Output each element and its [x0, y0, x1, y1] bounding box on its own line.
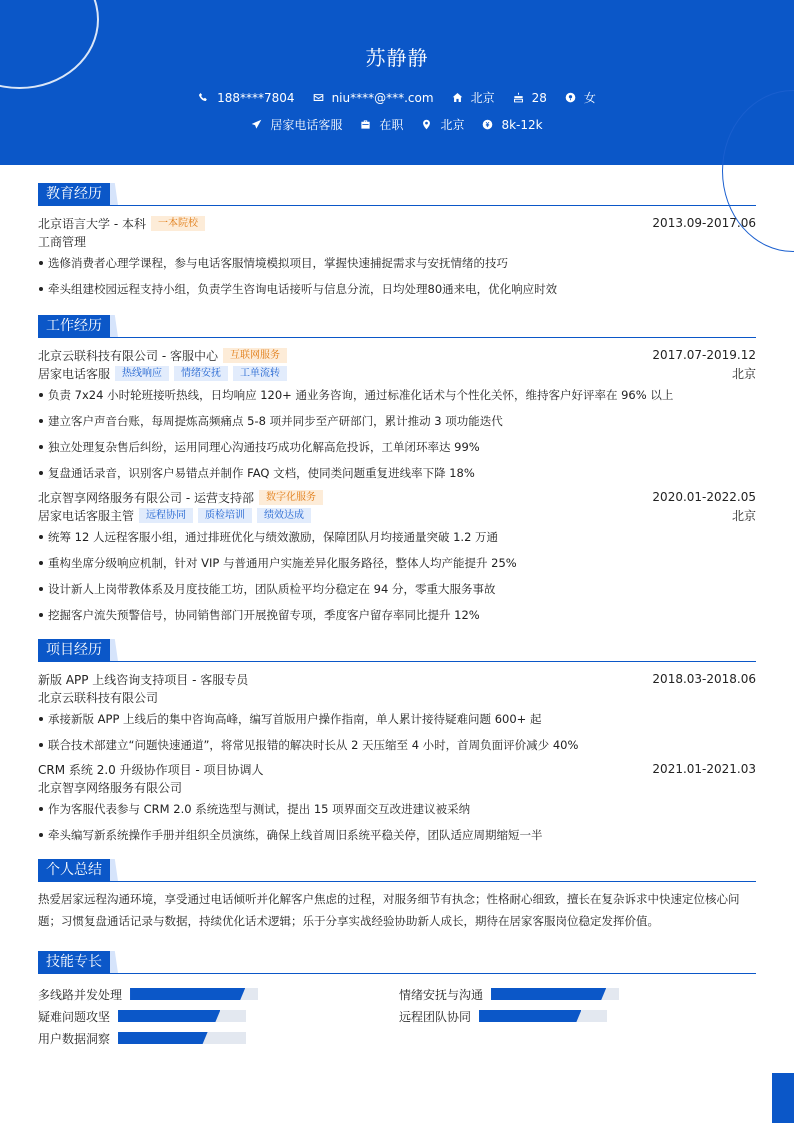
- school-name: 北京语言大学 - 本科: [38, 216, 146, 231]
- salary-info: [482, 118, 542, 132]
- project-org-row: [38, 688, 756, 706]
- list-item: 独立处理复杂售后纠纷，运用同理心沟通技巧成功化解高危投诉，工单闭环率达 99%: [38, 434, 756, 460]
- send-icon: [251, 119, 262, 130]
- skill-name: 疑难问题攻坚: [38, 1009, 111, 1024]
- skill-tag: 热线响应: [115, 366, 169, 381]
- decorative-corner-block: [772, 1073, 794, 1123]
- job-role: 居家电话客服主管: [38, 508, 135, 523]
- location-icon: [421, 119, 432, 130]
- section-header: [38, 859, 756, 882]
- company-name: 北京云联科技有限公司 - 客服中心: [38, 348, 218, 363]
- skill-tag: 远程协同: [139, 508, 193, 523]
- project-bullets: [38, 796, 756, 848]
- project-bullets: [38, 706, 756, 758]
- project-org-row: [38, 778, 756, 796]
- salary-text: 8k-12k: [501, 117, 543, 132]
- candidate-name: 苏静静: [365, 46, 429, 70]
- project-org: 北京云联科技有限公司: [38, 690, 159, 705]
- skill-item: [38, 986, 258, 1002]
- skill-bar-fill: [118, 1032, 208, 1044]
- project-entry: [38, 760, 756, 848]
- section-header: [38, 951, 756, 974]
- skill-tag: 情绪安抚: [174, 366, 228, 381]
- project-entry: [38, 670, 756, 758]
- target-city-text: 北京: [440, 118, 465, 132]
- job-status-info: [360, 116, 403, 133]
- list-item: 选修消费者心理学课程，参与电话客服情境模拟项目，掌握快速捕捉需求与安抚情绪的技巧: [38, 250, 756, 276]
- section-title: 工作经历: [38, 315, 110, 337]
- education-bullets: [38, 250, 756, 302]
- job-role: 居家电话客服: [38, 366, 111, 381]
- section-title: 教育经历: [38, 183, 110, 205]
- skill-name: 多线路并发处理: [38, 987, 123, 1002]
- industry-tag: 互联网服务: [223, 348, 287, 363]
- list-item: 作为客服代表参与 CRM 2.0 系统选型与测试，提出 15 项界面交互改进建议被采纳: [38, 796, 756, 822]
- skill-name: 用户数据洞察: [38, 1031, 111, 1046]
- section-header: [38, 315, 756, 338]
- age-info: [513, 91, 547, 105]
- section-title: 项目经历: [38, 639, 110, 661]
- job-bullets: [38, 524, 756, 628]
- project-name: 新版 APP 上线咨询支持项目 - 客服专员: [38, 672, 249, 687]
- skill-bar-fill: [118, 1010, 220, 1022]
- status-icon: [360, 119, 371, 130]
- education-date: 2013.09-2017.06: [652, 216, 756, 230]
- home-icon: [452, 92, 463, 103]
- target-position-info: [251, 116, 342, 133]
- job-header-row: [38, 488, 756, 506]
- project-date: 2021.01-2021.03: [652, 762, 756, 776]
- job-intent-row: [0, 116, 794, 133]
- job-location: 北京: [731, 366, 756, 381]
- age-text: 28: [531, 90, 547, 105]
- phone-icon: [198, 92, 209, 103]
- target-position-text: 居家电话客服: [270, 118, 343, 132]
- gender-icon: [565, 92, 576, 103]
- education-row: [38, 214, 756, 232]
- job-entry: [38, 346, 756, 486]
- skill-bar: [479, 1010, 607, 1022]
- list-item: 承接新版 APP 上线后的集中咨询高峰，编写首版用户操作指南，单人累计接待疑难问题 600+ 起: [38, 706, 756, 732]
- job-date: 2020.01-2022.05: [652, 490, 756, 504]
- hometown-info: [452, 89, 495, 106]
- cake-icon: [513, 92, 524, 103]
- job-entry: [38, 488, 756, 628]
- section-title: 技能专长: [38, 951, 110, 973]
- project-section: [38, 639, 756, 848]
- skill-item: [399, 1008, 607, 1024]
- list-item: 牵头编写新系统操作手册并组织全员演练，确保上线首周旧系统平稳关停，团队适应周期缩短一半: [38, 822, 756, 848]
- job-location: 北京: [731, 508, 756, 523]
- project-name: CRM 系统 2.0 升级协作项目 - 项目协调人: [38, 762, 264, 777]
- project-date: 2018.03-2018.06: [652, 672, 756, 686]
- skill-bar-fill: [491, 988, 606, 1000]
- contact-info-row: [0, 89, 794, 106]
- skills-grid: [38, 982, 756, 1048]
- project-org: 北京智享网络服务有限公司: [38, 780, 183, 795]
- list-item: 复盘通话录音，识别客户易错点并制作 FAQ 文档，使同类问题重复进线率下降 18%: [38, 460, 756, 486]
- salary-icon: [482, 119, 493, 130]
- summary-section: [38, 859, 756, 932]
- list-item: 联合技术部建立“问题快速通道”，将常见报错的解决时长从 2 天压缩至 4 小时，首周负面评价减少 40%: [38, 732, 756, 758]
- list-item: 负责 7x24 小时轮班接听热线，日均响应 120+ 通业务咨询，通过标准化话术与个性化关怀，维持客户好评率在 96% 以上: [38, 382, 756, 408]
- hometown-text: 北京: [470, 91, 495, 105]
- email-info: [313, 91, 434, 105]
- skill-bar: [130, 988, 258, 1000]
- skill-bar-fill: [479, 1010, 581, 1022]
- phone-info: [198, 91, 294, 105]
- skill-tag: 工单流转: [233, 366, 287, 381]
- summary-text: 热爱居家远程沟通环境，享受通过电话倾听并化解客户焦虑的过程，对服务细节有执念；性格耐心细致，擅长在复杂诉求中快速定位核心问题；习惯复盘通话记录与数据，持续优化话术逻辑；乐于分享实战经验协助新人成长，期待在居家客服岗位稳定发挥价值。: [38, 892, 740, 928]
- major-name: 工商管理: [38, 234, 87, 249]
- skill-bar-fill: [130, 988, 245, 1000]
- skill-item: [38, 1008, 246, 1024]
- gender-text: 女: [583, 91, 596, 105]
- skill-name: 远程团队协同: [399, 1009, 472, 1024]
- education-section: [38, 183, 756, 302]
- email-text: niu****@***.com: [331, 90, 434, 105]
- section-title: 个人总结: [38, 859, 110, 881]
- gender-info: [565, 89, 596, 106]
- job-bullets: [38, 382, 756, 486]
- project-header-row: [38, 670, 756, 688]
- project-header-row: [38, 760, 756, 778]
- list-item: 设计新人上岗带教体系及月度技能工坊，团队质检平均分稳定在 94 分，零重大服务事故: [38, 576, 756, 602]
- list-item: 统筹 12 人远程客服小组，通过排班优化与绩效激励，保障团队月均接通量突破 1.2 万通: [38, 524, 756, 550]
- phone-text: 188****7804: [217, 90, 295, 105]
- job-header-row: [38, 346, 756, 364]
- list-item: 牵头组建校园远程支持小组，负责学生咨询电话接听与信息分流，日均处理80通来电，优化响应时效: [38, 276, 756, 302]
- list-item: 重构坐席分级响应机制，针对 VIP 与普通用户实施差异化服务路径，整体人均产能提升 25%: [38, 550, 756, 576]
- skill-item: [38, 1030, 246, 1046]
- list-item: 建立客户声音台账，每周提炼高频痛点 5-8 项并同步至产研部门，累计推动 3 项功能迭代: [38, 408, 756, 434]
- resume-header: [0, 0, 794, 165]
- industry-tag: 数字化服务: [259, 490, 323, 505]
- section-header: [38, 183, 756, 206]
- skill-bar: [491, 988, 619, 1000]
- skill-bar: [118, 1032, 246, 1044]
- skill-tag: 绩效达成: [257, 508, 311, 523]
- skill-name: 情绪安抚与沟通: [399, 987, 484, 1002]
- job-role-row: [38, 506, 756, 524]
- major-row: [38, 232, 756, 250]
- skills-section: [38, 951, 756, 1048]
- job-status-text: 在职: [379, 118, 404, 132]
- mail-icon: [313, 92, 324, 103]
- work-section: [38, 315, 756, 628]
- job-role-row: [38, 364, 756, 382]
- company-name: 北京智享网络服务有限公司 - 运营支持部: [38, 490, 254, 505]
- target-city-info: [421, 116, 464, 133]
- list-item: 挖掘客户流失预警信号，协同销售部门开展挽留专项，季度客户留存率同比提升 12%: [38, 602, 756, 628]
- skill-bar: [118, 1010, 246, 1022]
- section-header: [38, 639, 756, 662]
- school-tag: 一本院校: [151, 216, 205, 231]
- skill-tag: 质检培训: [198, 508, 252, 523]
- job-date: 2017.07-2019.12: [652, 348, 756, 362]
- skill-item: [399, 986, 619, 1002]
